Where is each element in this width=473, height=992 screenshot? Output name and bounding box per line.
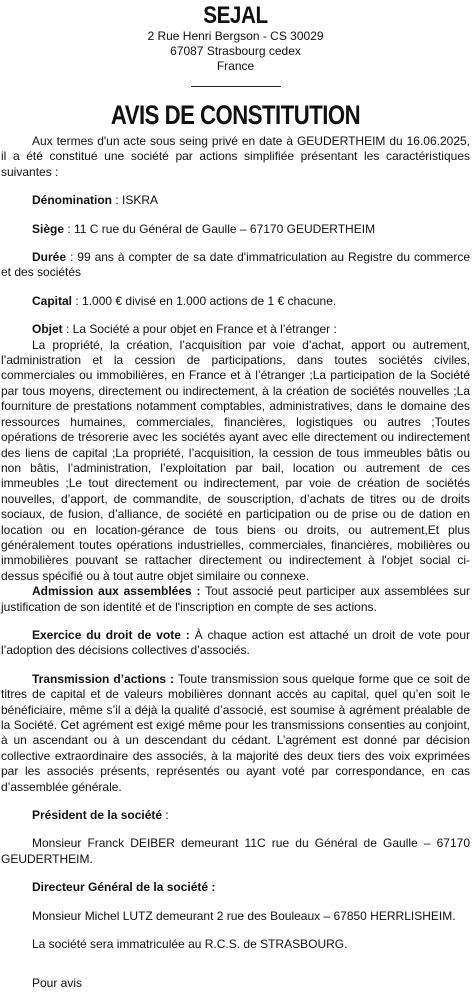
header-divider [191, 86, 281, 87]
rcs-paragraph: La société sera immatriculée au R.C.S. de STRASBOURG. [32, 937, 348, 952]
transmission-paragraph [1, 672, 470, 795]
denomination-value: : ISKRA [112, 193, 159, 208]
objet-value: : La Société a pour objet en France et à l’étranger : [62, 322, 337, 337]
siege-label: Siège [32, 221, 65, 236]
duree-value: : 99 ans à compter de sa date d'immatriculation au Registre du commerce et des sociétés [1, 250, 470, 280]
president-label: Président de la société [32, 808, 163, 823]
address-line-2: 67087 Strasbourg cedex [170, 44, 301, 58]
notice-body [1, 134, 470, 992]
siege-value: : 11 C rue du Général de Gaulle – 67170 GEUDERTHEIM [64, 221, 376, 236]
address-line-3: France [216, 59, 255, 73]
closing-text: Pour avis [32, 976, 83, 991]
president-suffix: : [162, 808, 169, 823]
duree-label: Durée [32, 250, 67, 265]
objet-heading [1, 322, 470, 337]
vote-value: À chaque action est attaché un droit de vote pour l’adoption des décisions collectives d’associés. [1, 627, 471, 658]
president-text: Monsieur Franck DEIBER demeurant 11C rue du Général de Gaulle – 67170 GEUDERTHEIM. [1, 836, 470, 866]
objet-label: Objet [32, 322, 63, 337]
admission-label: Admission aux assemblées : [32, 584, 201, 599]
dg-label: Directeur Général de la société : [32, 880, 216, 895]
objet-text: La propriété, la création, l’acquisition par voie d’achat, apport ou autrement, l’administration et la cession de participations, dans toutes sociétés civiles, commerciales ou immobilières, en France et à l’étranger ;La participation de la Société par tous moyens, directement ou indirectement, à la création de sociétés nouvelles ;La fourniture de prestations notamment comptables, administratives, dans le domaine des ressources humaines, commerciales, financières, logistiques ou autres ;Toutes opérations de trésorerie avec les sociétés ayant avec elle directement ou indirectement des liens de capital ;La propriété, l’acquisition, la cession de tous immeubles bâtis ou non bâtis, l’administration, l’exploitation par bail, location ou autrement de ces immeubles ;Le tout directement ou indirectement, par voie de création de sociétés nouvelles, d’apport, de commandite, de souscription, d’achats de titres ou de droits sociaux, de fusion, d’alliance, de société en participation ou de prise ou de dation en location ou en location-gérance de tous biens ou droits, ou autrement,Et plus généralement toutes opérations industrielles, commerciales, financières, mobilières ou immobilières pouvant se rattacher directement ou indirectement à l'objet social ci-dessus spécifié ou à tout autre objet similaire ou connexe. [1, 337, 470, 583]
company-name: SEJAL [203, 2, 268, 29]
president-heading [1, 808, 470, 823]
vote-paragraph [1, 628, 470, 659]
dg-text: Monsieur Michel LUTZ demeurant 2 rue des Bouleaux – 67850 HERRLISHEIM. [32, 908, 456, 923]
transmission-label: Transmission d’actions : [32, 671, 175, 686]
capital-paragraph [1, 294, 470, 309]
capital-value: : 1.000 € divisé en 1.000 actions de 1 € chacune. [72, 293, 337, 308]
admission-paragraph [1, 584, 470, 615]
duree-paragraph [1, 250, 470, 281]
transmission-value: Toute transmission sous quelque forme que ce soit de titres de capital et de valeurs mobilières donnant accès au capital, quel qu’en soit le bénéficiaire, même s’il a déjà la qualité d’associé, est soumise à agrément préalable de la Société. Cet agrément est exigé même pour les transmissions consenties au conjoint, à un ascendant ou à un descendant du cédant. L’agrément est donné par décision collective extraordinaire des associés, à la majorité des deux tiers des voix exprimées par les associés présents, représentés ou ayant voté par correspondance, en cas d’assemblée générale. [1, 671, 471, 794]
denomination-label: Dénomination [32, 193, 112, 208]
denomination-paragraph [1, 193, 470, 208]
address-line-1: 2 Rue Henri Bergson - CS 30029 [147, 29, 324, 43]
dg-heading [1, 880, 470, 895]
capital-label: Capital [32, 293, 73, 308]
admission-value: Tout associé peut participer aux assemblées sur justification de son identité et de l'inscription en compte de ses actions. [1, 584, 471, 614]
vote-label: Exercice du droit de vote : [32, 627, 190, 642]
notice-header [1, 0, 470, 87]
siege-paragraph [1, 222, 470, 237]
notice-title: AVIS DE CONSTITUTION [110, 100, 361, 130]
intro-paragraph: Aux termes d'un acte sous seing privé en date à GEUDERTHEIM du 16.06.2025, il a été constitué une société par actions simplifiée présentant les caractéristiques suivantes : [1, 134, 470, 179]
